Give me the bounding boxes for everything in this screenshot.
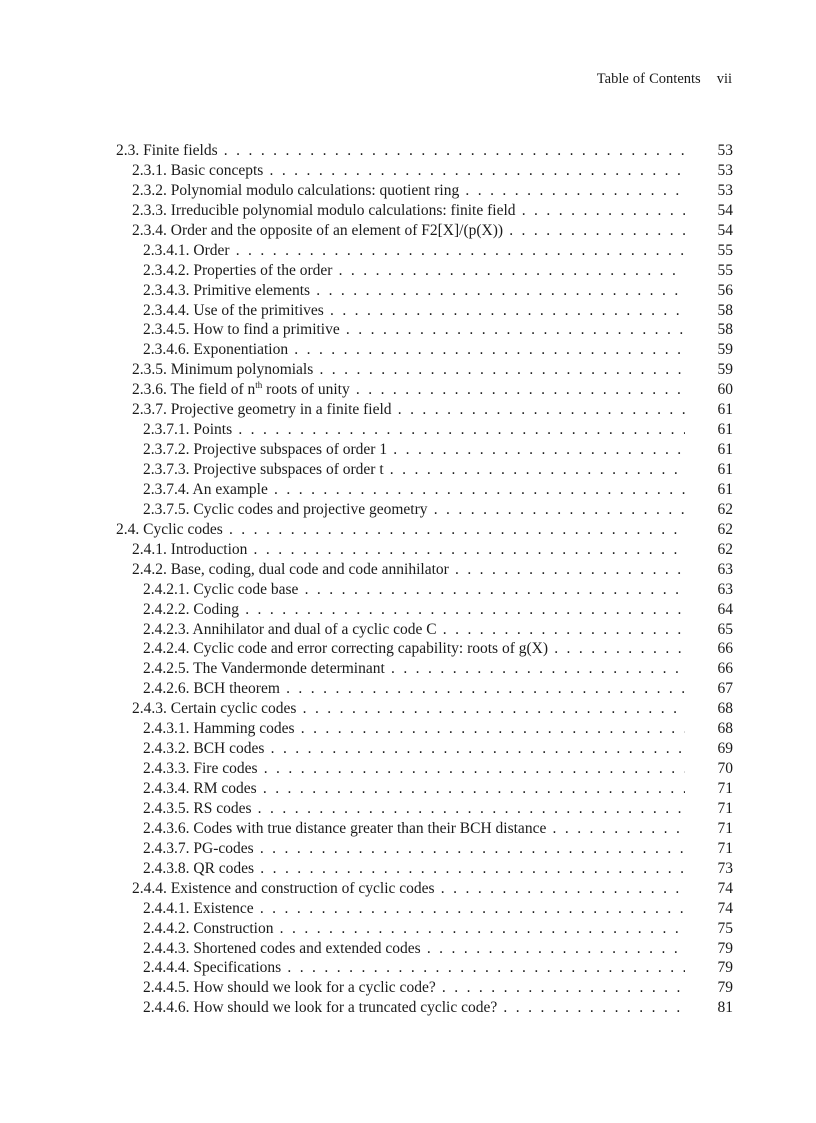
- toc-entry-row: [116, 719, 685, 739]
- toc-entry-number: 2.4.3.1.: [143, 720, 190, 738]
- toc-entry[interactable]: [116, 241, 733, 261]
- toc-entry-row: [116, 739, 685, 759]
- toc-entry-title: Hamming codes: [193, 720, 295, 738]
- toc-entry-number: 2.4.3.: [132, 700, 167, 718]
- toc-entry-title: Annihilator and dual of a cyclic code C: [192, 620, 437, 638]
- toc-entry-row: [116, 998, 685, 1018]
- toc-entry-page-number: 66: [717, 640, 733, 658]
- toc-entry-title: Coding: [193, 600, 240, 618]
- header-page-number: vii: [716, 71, 732, 87]
- toc-entry-row: [116, 580, 685, 600]
- toc-entry-number: 2.3.3.: [132, 201, 167, 219]
- toc-entry-number: 2.3.2.: [132, 181, 167, 199]
- toc-entry-number: 2.3.4.6.: [143, 341, 190, 359]
- table-of-contents: [116, 141, 733, 1018]
- toc-entry-title: How should we look for a cyclic code?: [193, 979, 436, 997]
- toc-entry-row: [116, 221, 685, 241]
- toc-entry-page-number: 64: [717, 600, 733, 618]
- toc-entry[interactable]: [116, 201, 733, 221]
- toc-entry-page-number: 67: [717, 680, 733, 698]
- toc-entry-page-number: 53: [717, 142, 733, 159]
- toc-entry[interactable]: [116, 819, 733, 839]
- toc-entry-number: 2.3.7.2.: [143, 441, 190, 459]
- toc-entry[interactable]: [116, 181, 733, 201]
- toc-entry-page-number: 59: [717, 341, 733, 359]
- toc-entry[interactable]: [116, 480, 733, 500]
- toc-entry-number: 2.4.4.4.: [143, 959, 190, 977]
- toc-entry[interactable]: [116, 739, 733, 759]
- toc-entry[interactable]: [116, 759, 733, 779]
- toc-entry-number: 2.3.: [116, 142, 140, 159]
- toc-entry-number: 2.4.2.4.: [143, 640, 190, 658]
- toc-entry-row: [116, 899, 685, 919]
- toc-entry[interactable]: [116, 978, 733, 998]
- toc-entry[interactable]: [116, 620, 733, 640]
- toc-entry-title: RM codes: [193, 780, 257, 797]
- toc-entry[interactable]: [116, 320, 733, 340]
- toc-entry-superscript: th: [255, 380, 263, 391]
- toc-entry-number: 2.4.2.1.: [143, 580, 190, 598]
- toc-entry-title: Construction: [193, 919, 274, 937]
- toc-entry[interactable]: [116, 400, 733, 420]
- toc-entry-page-number: 62: [717, 500, 733, 518]
- toc-entry-page-number: 71: [717, 819, 733, 837]
- toc-entry[interactable]: [116, 958, 733, 978]
- toc-entry-row: [116, 141, 685, 161]
- toc-entry[interactable]: [116, 939, 733, 959]
- toc-entry[interactable]: [116, 919, 733, 939]
- toc-entry-row: [116, 460, 685, 480]
- toc-entry-title: An example: [192, 480, 268, 498]
- toc-entry-page-number: 63: [717, 560, 733, 578]
- toc-entry-page-number: 61: [717, 480, 733, 498]
- toc-entry[interactable]: [116, 460, 733, 480]
- toc-entry[interactable]: [116, 639, 733, 659]
- toc-entry-title: Existence and construction of cyclic codes: [170, 879, 435, 897]
- toc-entry-row: [116, 261, 685, 281]
- toc-entry-page-number: 73: [717, 859, 733, 877]
- toc-entry[interactable]: [116, 500, 733, 520]
- toc-entry[interactable]: [116, 520, 733, 540]
- toc-entry-number: 2.3.6.: [132, 381, 167, 399]
- toc-entry[interactable]: [116, 360, 733, 380]
- toc-entry-number: 2.3.7.3.: [143, 461, 190, 478]
- toc-entry[interactable]: [116, 719, 733, 739]
- toc-entry-number: 2.3.7.1.: [143, 421, 190, 439]
- toc-entry-title: Points: [193, 421, 233, 439]
- toc-entry-title: The Vandermonde determinant: [193, 660, 385, 678]
- toc-entry[interactable]: [116, 998, 733, 1018]
- toc-entry-page-number: 74: [717, 899, 733, 917]
- toc-entry-title: How should we look for a truncated cyclic code?: [193, 999, 498, 1017]
- toc-entry-page-number: 58: [717, 321, 733, 339]
- toc-entry-page-number: 75: [717, 919, 733, 937]
- toc-entry[interactable]: [116, 440, 733, 460]
- toc-entry-number: 2.4.4.3.: [143, 939, 190, 957]
- toc-entry-page-number: 62: [717, 540, 733, 558]
- toc-entry-title: Projective subspaces of order 1: [193, 441, 388, 459]
- toc-entry-page-number: 70: [717, 760, 733, 778]
- toc-entry-number: 2.4.2.3.: [143, 620, 190, 638]
- toc-entry-title: BCH theorem: [193, 680, 280, 698]
- toc-entry-page-number: 53: [717, 181, 733, 199]
- toc-entry-title: Irreducible polynomial modulo calculations: finite field: [170, 201, 516, 219]
- toc-entry-number: 2.3.1.: [132, 161, 167, 179]
- toc-entry-page-number: 59: [717, 361, 733, 379]
- toc-entry-title: Order and the opposite of an element of F2[X]/(p(X)): [170, 221, 504, 239]
- toc-entry-title: Cyclic code base: [193, 580, 299, 598]
- toc-entry-title: Cyclic codes and projective geometry: [193, 500, 428, 518]
- toc-entry-page-number: 74: [717, 879, 733, 897]
- toc-entry-row: [116, 281, 685, 301]
- toc-entry[interactable]: [116, 221, 733, 241]
- toc-entry[interactable]: [116, 261, 733, 281]
- toc-entry[interactable]: [116, 380, 733, 400]
- toc-entry-number: 2.4.3.3.: [143, 760, 190, 778]
- toc-entry-title: QR codes: [193, 859, 255, 877]
- toc-entry-row: [116, 759, 685, 779]
- toc-entry-row: [116, 440, 685, 460]
- toc-entry[interactable]: [116, 600, 733, 620]
- toc-entry-title: Fire codes: [193, 760, 258, 778]
- toc-entry-page-number: 61: [717, 461, 733, 478]
- toc-entry[interactable]: [116, 301, 733, 321]
- toc-entry-number: 2.4.4.: [132, 879, 167, 897]
- toc-entry[interactable]: [116, 161, 733, 181]
- toc-entry-row: [116, 958, 685, 978]
- toc-entry-page-number: 61: [717, 421, 733, 439]
- toc-entry-page-number: 71: [717, 799, 733, 817]
- toc-entry[interactable]: [116, 281, 733, 301]
- toc-entry-title: Cyclic codes: [143, 520, 223, 538]
- toc-entry-number: 2.4.4.1.: [143, 899, 190, 917]
- toc-entry-title: Polynomial modulo calculations: quotient ring: [170, 181, 460, 199]
- toc-entry-number: 2.3.4.4.: [143, 301, 190, 319]
- toc-entry-row: [116, 919, 685, 939]
- toc-entry-page-number: 61: [717, 441, 733, 459]
- toc-entry-title: RS codes: [193, 799, 252, 817]
- toc-entry-title: Base, coding, dual code and code annihilator: [170, 560, 449, 578]
- toc-entry-page-number: 63: [717, 580, 733, 598]
- running-header: [597, 71, 732, 88]
- toc-entry[interactable]: [116, 580, 733, 600]
- toc-entry[interactable]: [116, 420, 733, 440]
- toc-entry-title: Certain cyclic codes: [170, 700, 297, 718]
- toc-entry-page-number: 62: [717, 520, 733, 538]
- toc-entry-title: Properties of the order: [193, 261, 333, 279]
- toc-entry-title: Finite fields: [143, 142, 218, 159]
- toc-entry[interactable]: [116, 699, 733, 719]
- toc-entry-row: [116, 679, 685, 699]
- toc-entry-title: Introduction: [170, 540, 248, 558]
- toc-entry-number: 2.4.2.2.: [143, 600, 190, 618]
- toc-entry-number: 2.4.3.5.: [143, 799, 190, 817]
- toc-entry-row: [116, 500, 685, 520]
- toc-entry-page-number: 54: [717, 221, 733, 239]
- toc-entry-page-number: 56: [717, 281, 733, 299]
- toc-entry-title: PG-codes: [193, 839, 254, 857]
- toc-entry-row: [116, 779, 685, 799]
- toc-entry-row: [116, 939, 685, 959]
- toc-entry-row: [116, 540, 685, 560]
- toc-entry-row: [116, 600, 685, 620]
- toc-entry-page-number: 69: [717, 740, 733, 758]
- toc-entry-page-number: 81: [717, 999, 733, 1017]
- toc-entry-title: Order: [193, 241, 230, 259]
- toc-entry-title: The field of n: [170, 381, 256, 399]
- toc-entry-title: Minimum polynomials: [170, 361, 314, 379]
- toc-entry-number: 2.3.7.: [132, 401, 167, 419]
- toc-entry-title: Specifications: [193, 959, 282, 977]
- toc-entry-title: Codes with true distance greater than their BCH distance: [193, 819, 547, 837]
- toc-entry-row: [116, 420, 685, 440]
- toc-entry-row: [116, 340, 685, 360]
- toc-entry[interactable]: [116, 839, 733, 859]
- toc-entry[interactable]: [116, 859, 733, 879]
- toc-entry-number: 2.4.: [116, 520, 140, 538]
- toc-entry-row: [116, 181, 685, 201]
- toc-entry-page-number: 60: [717, 381, 733, 399]
- toc-entry[interactable]: [116, 659, 733, 679]
- toc-entry-page-number: 71: [717, 839, 733, 857]
- toc-entry-number: 2.4.2.6.: [143, 680, 190, 698]
- toc-entry[interactable]: [116, 141, 733, 161]
- toc-entry-number: 2.3.4.3.: [143, 281, 190, 299]
- toc-entry-row: [116, 859, 685, 879]
- toc-entry-page-number: 55: [717, 241, 733, 259]
- toc-entry-page-number: 79: [717, 939, 733, 957]
- toc-entry-number: 2.3.7.5.: [143, 500, 190, 518]
- toc-entry[interactable]: [116, 779, 733, 799]
- toc-entry-title: Cyclic code and error correcting capability: roots of g(X): [193, 640, 549, 658]
- toc-entry[interactable]: [116, 340, 733, 360]
- toc-entry-title-continued: roots of unity: [262, 381, 350, 399]
- toc-entry-number: 2.4.4.2.: [143, 919, 190, 937]
- toc-entry[interactable]: [116, 799, 733, 819]
- toc-entry-row: [116, 978, 685, 998]
- toc-entry-row: [116, 879, 685, 899]
- toc-entry[interactable]: [116, 679, 733, 699]
- toc-entry-number: 2.4.2.: [132, 560, 167, 578]
- toc-entry-row: [116, 620, 685, 640]
- toc-entry-number: 2.4.2.5.: [143, 660, 190, 678]
- toc-entry[interactable]: [116, 899, 733, 919]
- toc-entry-row: [116, 320, 685, 340]
- toc-entry-page-number: 54: [717, 201, 733, 219]
- toc-entry-page-number: 79: [717, 979, 733, 997]
- toc-entry-title: Projective subspaces of order t: [193, 461, 384, 478]
- toc-entry-number: 2.4.3.8.: [143, 859, 190, 877]
- toc-entry-number: 2.4.4.6.: [143, 999, 190, 1017]
- toc-entry-number: 2.4.3.7.: [143, 839, 190, 857]
- toc-entry-row: [116, 380, 685, 400]
- header-title: Table of Contents: [596, 71, 701, 87]
- toc-entry-row: [116, 839, 685, 859]
- toc-entry-page-number: 68: [717, 700, 733, 718]
- toc-entry-title: Primitive elements: [193, 281, 311, 299]
- toc-entry-number: 2.4.3.6.: [143, 819, 190, 837]
- toc-entry[interactable]: [116, 560, 733, 580]
- toc-entry-row: [116, 241, 685, 261]
- toc-entry-page-number: 68: [717, 720, 733, 738]
- toc-entry-number: 2.3.4.2.: [143, 261, 190, 279]
- toc-entry-number: 2.3.5.: [132, 361, 167, 379]
- toc-entry-row: [116, 799, 685, 819]
- toc-entry-row: [116, 699, 685, 719]
- toc-entry-page-number: 65: [717, 620, 733, 638]
- toc-entry-row: [116, 360, 685, 380]
- toc-entry-number: 2.3.4.1.: [143, 241, 190, 259]
- toc-entry-title: Projective geometry in a finite field: [170, 401, 392, 419]
- toc-entry-number: 2.3.7.4.: [143, 480, 190, 498]
- toc-entry-page-number: 55: [717, 261, 733, 279]
- toc-entry-number: 2.4.3.2.: [143, 740, 190, 758]
- toc-entry[interactable]: [116, 540, 733, 560]
- toc-entry-row: [116, 301, 685, 321]
- toc-entry-row: [116, 819, 685, 839]
- toc-entry-title: Shortened codes and extended codes: [193, 939, 421, 957]
- toc-entry-page-number: 53: [717, 161, 733, 179]
- toc-entry-row: [116, 560, 685, 580]
- toc-entry-title: BCH codes: [193, 740, 265, 758]
- toc-entry-row: [116, 520, 685, 540]
- toc-entry-row: [116, 161, 685, 181]
- toc-entry-page-number: 66: [717, 660, 733, 678]
- toc-entry-row: [116, 400, 685, 420]
- toc-entry-row: [116, 639, 685, 659]
- toc-entry-number: 2.3.4.: [132, 221, 167, 239]
- toc-entry-number: 2.4.1.: [132, 540, 167, 558]
- toc-entry-title: Existence: [193, 899, 254, 917]
- toc-entry-title: Basic concepts: [170, 161, 264, 179]
- toc-entry-page-number: 71: [717, 780, 733, 797]
- toc-entry-row: [116, 659, 685, 679]
- toc-entry-page-number: 58: [717, 301, 733, 319]
- toc-entry-page-number: 79: [717, 959, 733, 977]
- toc-entry-number: 2.4.3.4.: [143, 780, 190, 797]
- toc-entry-row: [116, 480, 685, 500]
- toc-entry-page-number: 61: [717, 401, 733, 419]
- toc-entry-title: Use of the primitives: [193, 301, 324, 319]
- toc-entry-number: 2.3.4.5.: [143, 321, 190, 339]
- toc-entry-row: [116, 201, 685, 221]
- toc-entry[interactable]: [116, 879, 733, 899]
- toc-entry-title: How to find a primitive: [193, 321, 340, 339]
- toc-entry-title: Exponentiation: [193, 341, 289, 359]
- toc-entry-number: 2.4.4.5.: [143, 979, 190, 997]
